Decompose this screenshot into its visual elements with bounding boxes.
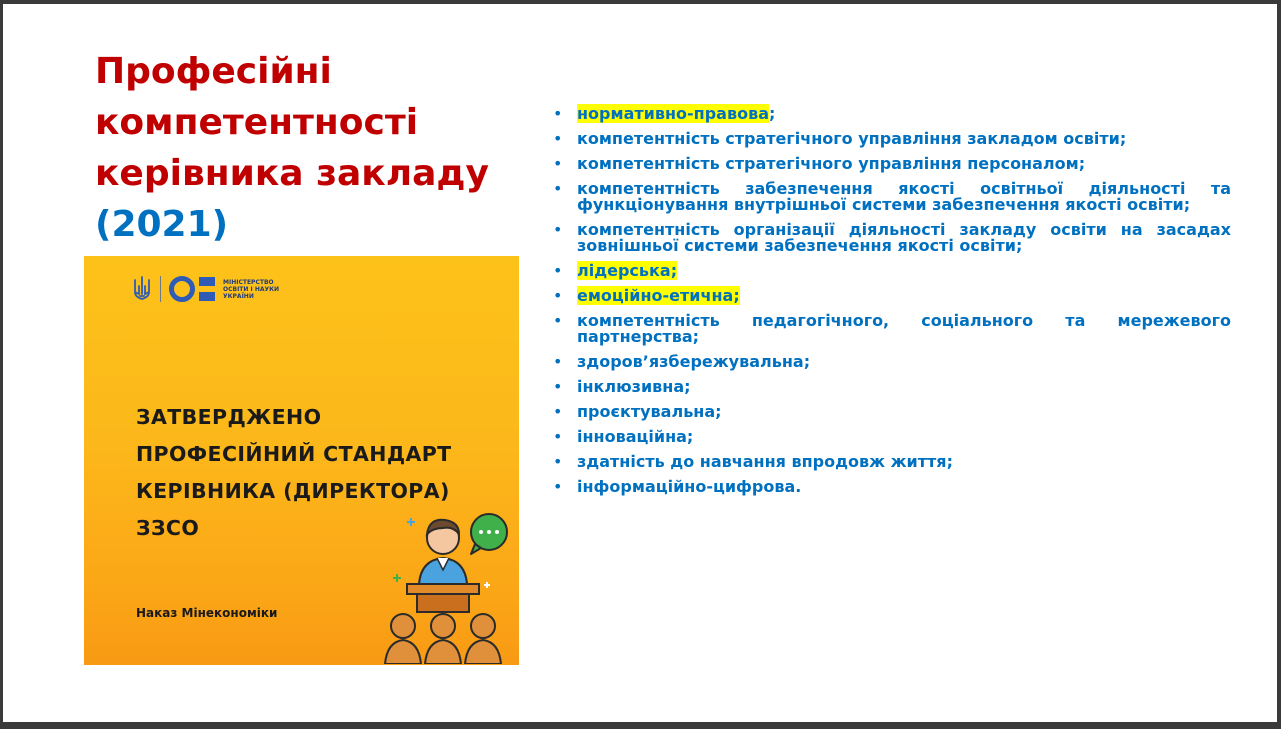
competence-item [551,222,1231,254]
competence-text: компетентність забезпечення якості освітньої діяльності та функціонування внутрішньої системи забезпечення якості освіти; [577,179,1231,214]
competence-item [551,379,1231,395]
competence-item [551,288,1231,304]
competence-text: ; [769,104,776,123]
ministry-name [223,279,303,300]
competence-text: інноваційна; [577,427,694,446]
title-line: компетентності [95,102,419,143]
ministry-logo [132,276,303,302]
ministry-name-line: МІНІСТЕРСТВО [223,278,274,286]
competence-item [551,181,1231,213]
competence-item [551,479,1231,495]
competence-text: здоров’язбережувальна; [577,352,811,371]
competence-text: проєктувальна; [577,402,722,421]
ministry-logo-icon [169,276,195,302]
title-line: Професійні [95,51,332,92]
competence-text: компетентність педагогічного, соціального та мережевого партнерства; [577,311,1231,346]
competence-item [551,156,1231,172]
title-year: (2021) [95,204,229,245]
competence-item [551,313,1231,345]
headline-line: ЗАТВЕРДЖЕНО [136,405,322,429]
poster-order-text: Наказ Мінекономіки [136,606,278,620]
slide [3,4,1277,722]
ministry-name-line: УКРАЇНИ [223,292,254,300]
competence-item [551,404,1231,420]
competence-text: інформаційно-цифрова. [577,477,802,496]
ministry-logo-bars [199,277,215,301]
title-line: керівника закладу [95,153,489,194]
headline-line: КЕРІВНИКА (ДИРЕКТОРА) [136,479,450,503]
competence-item [551,263,1231,279]
competences-list [551,106,1231,504]
teacher-speech-bubble-icon [379,504,519,664]
competence-item [551,106,1231,122]
headline-line: ЗЗСО [136,516,200,540]
slide-title [95,46,535,250]
highlighted-competence: емоційно-етична; [577,286,740,305]
competence-item [551,429,1231,445]
competence-text: компетентність стратегічного управління персоналом; [577,154,1086,173]
competence-item [551,454,1231,470]
competence-text: здатність до навчання впродовж життя; [577,452,953,471]
highlighted-competence: нормативно-правова [577,104,770,123]
standard-poster-image [84,256,519,665]
competence-text: інклюзивна; [577,377,691,396]
competence-text: компетентність стратегічного управління закладом освіти; [577,129,1127,148]
competence-text: компетентність організації діяльності закладу освіти на засадах зовнішньої системи забезпечення якості освіти; [577,220,1231,255]
highlighted-competence: лідерська; [577,261,678,280]
competence-item [551,131,1231,147]
competence-item [551,354,1231,370]
headline-line: ПРОФЕСІЙНИЙ СТАНДАРТ [136,442,452,466]
logo-divider [160,276,161,302]
ministry-name-line: ОСВІТИ І НАУКИ [223,285,280,293]
trident-emblem-icon [132,276,152,302]
